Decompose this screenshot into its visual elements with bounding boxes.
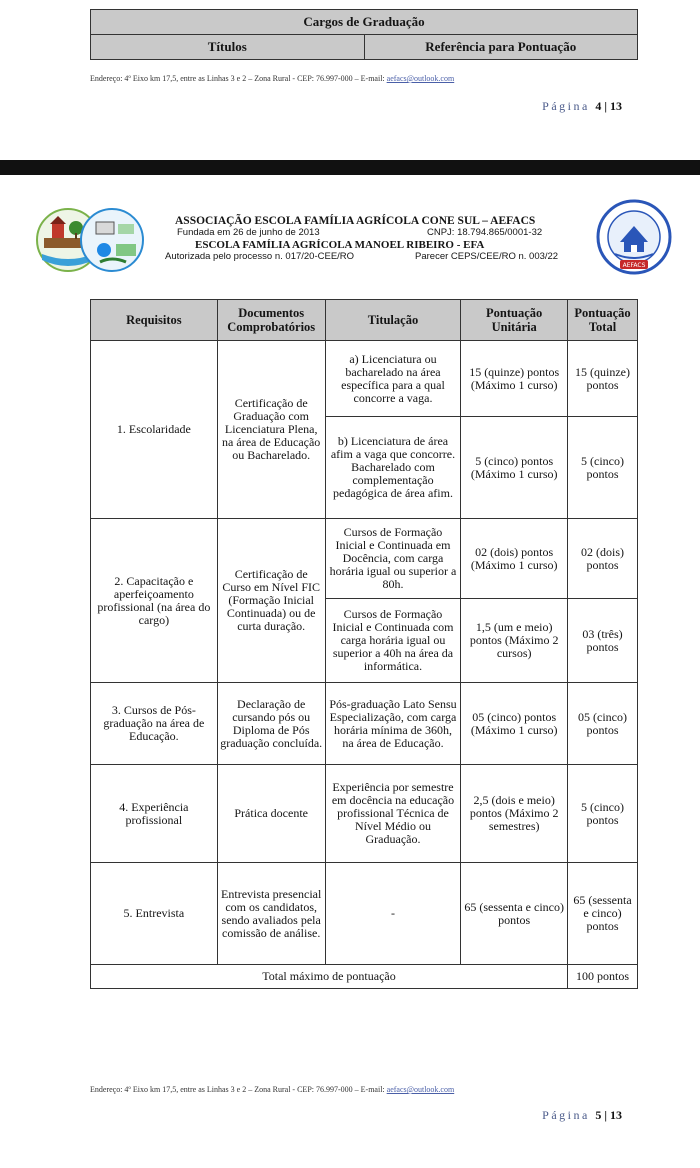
total-label: Total máximo de pontuação bbox=[91, 965, 568, 989]
page-label: Página bbox=[542, 99, 590, 113]
requisito-cell: 1. Escolaridade bbox=[91, 341, 218, 519]
pontuacao-unitaria-cell: 5 (cinco) pontos (Máximo 1 curso) bbox=[461, 417, 568, 519]
column-header: Pontuação Unitária bbox=[461, 300, 568, 341]
documentos-cell: Entrevista presencial com os candidatos, sendo avaliados pela comissão de análise. bbox=[217, 863, 325, 965]
page-4-bottom bbox=[0, 0, 700, 160]
pontuacao-total-cell: 15 (quinze) pontos bbox=[568, 341, 638, 417]
pontuacao-unitaria-cell: 05 (cinco) pontos (Máximo 1 curso) bbox=[461, 683, 568, 765]
page-label: Página bbox=[542, 1108, 590, 1122]
table-row bbox=[91, 341, 638, 417]
total-row bbox=[91, 965, 638, 989]
parecer: Parecer CEPS/CEE/RO n. 003/22 bbox=[415, 251, 559, 262]
footer-email-link[interactable]: aefacs@outlook.com bbox=[386, 74, 455, 83]
titulacao-cell: Experiência por semestre em docência na educação profissional Técnica de Nível Médio ou Graduação. bbox=[325, 765, 461, 863]
pontuacao-unitaria-cell: 2,5 (dois e meio) pontos (Máximo 2 semestres) bbox=[461, 765, 568, 863]
footer-email-link[interactable]: aefacs@outlook.com bbox=[386, 1085, 455, 1094]
page-number-value: 4 | 13 bbox=[595, 99, 622, 113]
authorization: Autorizada pelo processo n. 017/20-CEE/RO bbox=[165, 251, 355, 262]
founded-date: Fundada em 26 de junho de 2013 bbox=[177, 227, 320, 238]
page-number bbox=[542, 1108, 622, 1123]
table-row bbox=[91, 683, 638, 765]
cargos-graduacao-table bbox=[90, 9, 638, 60]
column-header: Requisitos bbox=[91, 300, 218, 341]
table-title: Cargos de Graduação bbox=[91, 10, 638, 35]
titulacao-cell: Cursos de Formação Inicial e Continuada com carga horária igual ou superior a 40h na área da informática. bbox=[325, 599, 461, 683]
table-row bbox=[91, 519, 638, 599]
pontuacao-total-cell: 65 (sessenta e cinco) pontos bbox=[568, 863, 638, 965]
titulacao-cell: - bbox=[325, 863, 461, 965]
titulacao-cell: a) Licenciatura ou bacharelado na área específica para a qual concorre a vaga. bbox=[325, 341, 461, 417]
scoring-table bbox=[90, 299, 638, 989]
pontuacao-total-cell: 5 (cinco) pontos bbox=[568, 417, 638, 519]
page-number-value: 5 | 13 bbox=[595, 1108, 622, 1122]
titulacao-cell: Pós-graduação Lato Sensu Especialização, com carga horária mínima de 360h, na área de Educação. bbox=[325, 683, 461, 765]
requisito-cell: 2. Capacitação e aperfeiçoamento profissional (na área do cargo) bbox=[91, 519, 218, 683]
titulacao-cell: Cursos de Formação Inicial e Continuada em Docência, com carga horária igual ou superior a 80h. bbox=[325, 519, 461, 599]
page-separator bbox=[0, 160, 700, 175]
column-header: Documentos Comprobatórios bbox=[217, 300, 325, 341]
requisito-cell: 4. Experiência profissional bbox=[91, 765, 218, 863]
aefacs-seal-icon bbox=[595, 198, 673, 276]
school-name: ESCOLA FAMÍLIA AGRÍCOLA MANOEL RIBEIRO - EFA bbox=[195, 239, 485, 251]
column-header: Titulação bbox=[325, 300, 461, 341]
page-5 bbox=[0, 175, 700, 1168]
requisito-cell: 3. Cursos de Pós-graduação na área de Educação. bbox=[91, 683, 218, 765]
column-header-referencia: Referência para Pontuação bbox=[364, 35, 638, 60]
pontuacao-total-cell: 5 (cinco) pontos bbox=[568, 765, 638, 863]
seal-label: AEFACS bbox=[622, 262, 646, 269]
page-footer bbox=[90, 74, 454, 83]
total-value: 100 pontos bbox=[568, 965, 638, 989]
footer-address: Endereço: 4º Eixo km 17,5, entre as Linhas 3 e 2 – Zona Rural - CEP: 76.997-000 – E-mail: bbox=[90, 1085, 387, 1094]
pontuacao-unitaria-cell: 02 (dois) pontos (Máximo 1 curso) bbox=[461, 519, 568, 599]
page-footer bbox=[90, 1085, 454, 1094]
pontuacao-unitaria-cell: 15 (quinze) pontos (Máximo 1 curso) bbox=[461, 341, 568, 417]
institution-header bbox=[165, 215, 585, 263]
pontuacao-total-cell: 03 (três) pontos bbox=[568, 599, 638, 683]
table-header-row bbox=[91, 300, 638, 341]
efa-logo-icon bbox=[30, 200, 150, 280]
cnpj: CNPJ: 18.794.865/0001-32 bbox=[427, 227, 543, 238]
footer-address: Endereço: 4º Eixo km 17,5, entre as Linhas 3 e 2 – Zona Rural - CEP: 76.997-000 – E-mail: bbox=[90, 74, 387, 83]
pontuacao-unitaria-cell: 65 (sessenta e cinco) pontos bbox=[461, 863, 568, 965]
documentos-cell: Certificação de Curso em Nível FIC (Formação Inicial Continuada) ou de curta duração. bbox=[217, 519, 325, 683]
page-number bbox=[542, 99, 622, 114]
pontuacao-unitaria-cell: 1,5 (um e meio) pontos (Máximo 2 cursos) bbox=[461, 599, 568, 683]
documentos-cell: Declaração de cursando pós ou Diploma de Pós graduação concluída. bbox=[217, 683, 325, 765]
pontuacao-total-cell: 05 (cinco) pontos bbox=[568, 683, 638, 765]
documentos-cell: Certificação de Graduação com Licenciatura Plena, na área de Educação ou Bacharelado. bbox=[217, 341, 325, 519]
documentos-cell: Prática docente bbox=[217, 765, 325, 863]
table-row bbox=[91, 765, 638, 863]
column-header-titulos: Títulos bbox=[91, 35, 365, 60]
titulacao-cell: b) Licenciatura de área afim a vaga que concorre. Bacharelado com complementação pedagógica de área afim. bbox=[325, 417, 461, 519]
table-row bbox=[91, 863, 638, 965]
column-header: Pontuação Total bbox=[568, 300, 638, 341]
requisito-cell: 5. Entrevista bbox=[91, 863, 218, 965]
org-name: ASSOCIAÇÃO ESCOLA FAMÍLIA AGRÍCOLA CONE SUL – AEFACS bbox=[175, 215, 536, 227]
pontuacao-total-cell: 02 (dois) pontos bbox=[568, 519, 638, 599]
